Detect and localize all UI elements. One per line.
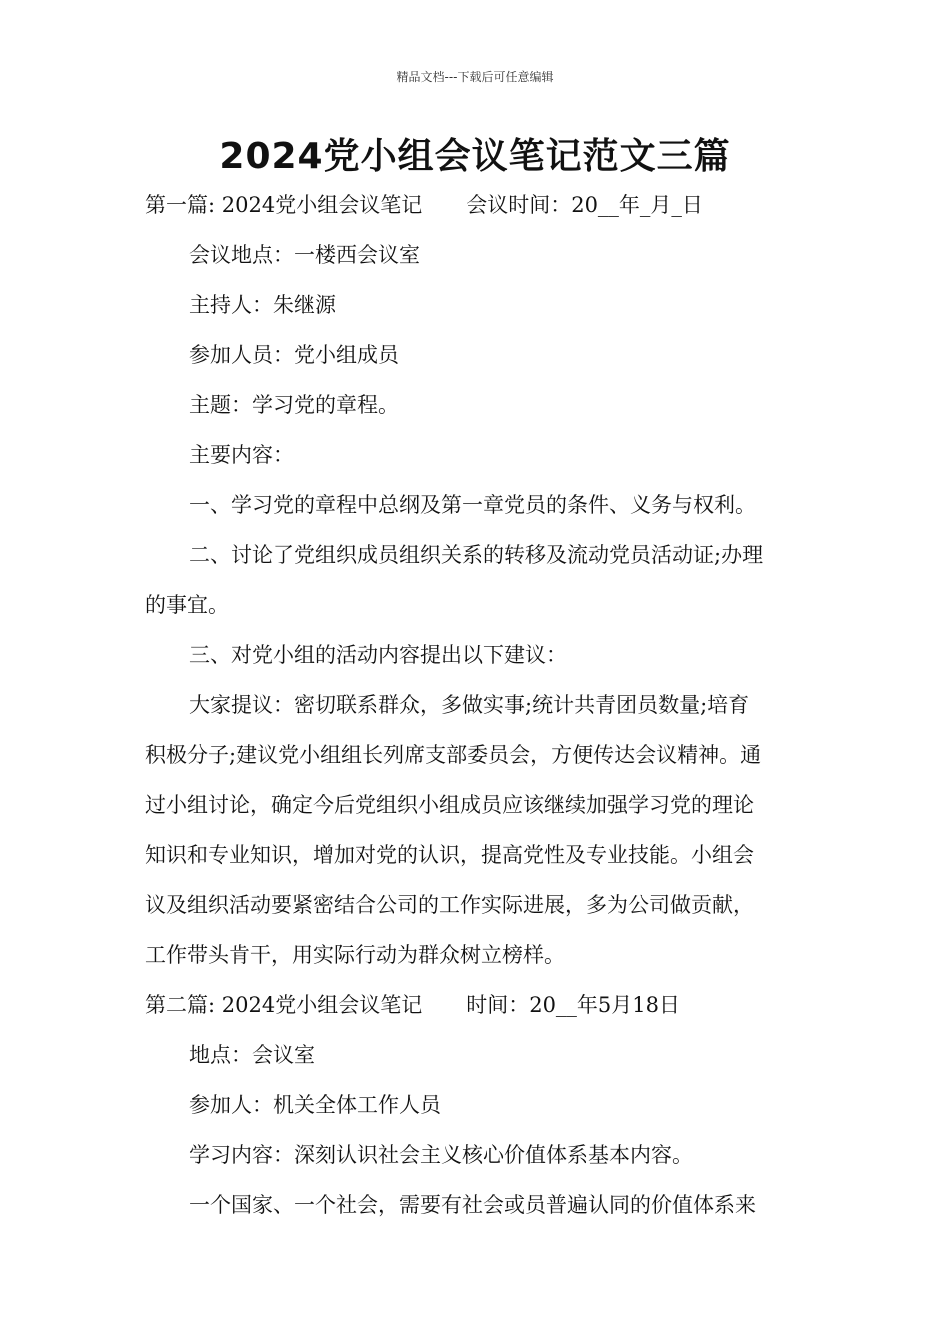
section1-time: 会议时间：20__年_月_日: [466, 193, 703, 217]
section2-attendees: 参加人：机关全体工作人员: [189, 1093, 441, 1117]
section1-item2-line2: 的事宜。: [145, 593, 229, 617]
section1-item2-line1: 二、讨论了党组织成员组织关系的转移及流动党员活动证;办理: [189, 543, 764, 567]
header-note: 精品文档---下载后可任意编辑: [396, 70, 554, 84]
section1-host: 主持人：朱继源: [189, 293, 336, 317]
section1-location: 会议地点：一楼西会议室: [189, 243, 420, 267]
section1-para-line2: 积极分子;建议党小组组长列席支部委员会，方便传达会议精神。通: [145, 743, 762, 767]
section1-item1: 一、学习党的章程中总纲及第一章党员的条件、义务与权利。: [189, 493, 756, 517]
section2-study: 学习内容：深刻认识社会主义核心价值体系基本内容。: [189, 1143, 693, 1167]
section1-para-line3: 过小组讨论，确定今后党组织小组成员应该继续加强学习党的理论: [145, 793, 754, 817]
section2-time: 时间：20__年5月18日: [466, 993, 681, 1017]
section1-item3: 三、对党小组的活动内容提出以下建议：: [189, 643, 567, 667]
section2-para-line1: 一个国家、一个社会，需要有社会或员普遍认同的价值体系来: [189, 1193, 756, 1217]
section1-heading: 第一篇: 2024党小组会议笔记: [145, 193, 423, 217]
section1-content-label: 主要内容：: [189, 443, 294, 467]
document-title: 2024党小组会议笔记范文三篇: [219, 136, 731, 177]
section2-heading: 第二篇: 2024党小组会议笔记: [145, 993, 423, 1017]
section1-heading-line: [145, 180, 807, 230]
section1-para-line5: 议及组织活动要紧密结合公司的工作实际进展，多为公司做贡献，: [145, 893, 754, 917]
section1-para-line4: 知识和专业知识，增加对党的认识，提高党性及专业技能。小组会: [145, 843, 754, 867]
section1-topic: 主题：学习党的章程。: [189, 393, 399, 417]
section2-location: 地点：会议室: [189, 1043, 315, 1067]
section1-para-line6: 工作带头肯干，用实际行动为群众树立榜样。: [145, 943, 565, 967]
section2-heading-line: [145, 980, 807, 1030]
section1-attendees: 参加人员：党小组成员: [189, 343, 399, 367]
document-body: [145, 180, 807, 1230]
section1-para-line1: 大家提议：密切联系群众，多做实事;统计共青团员数量;培育: [189, 693, 750, 717]
